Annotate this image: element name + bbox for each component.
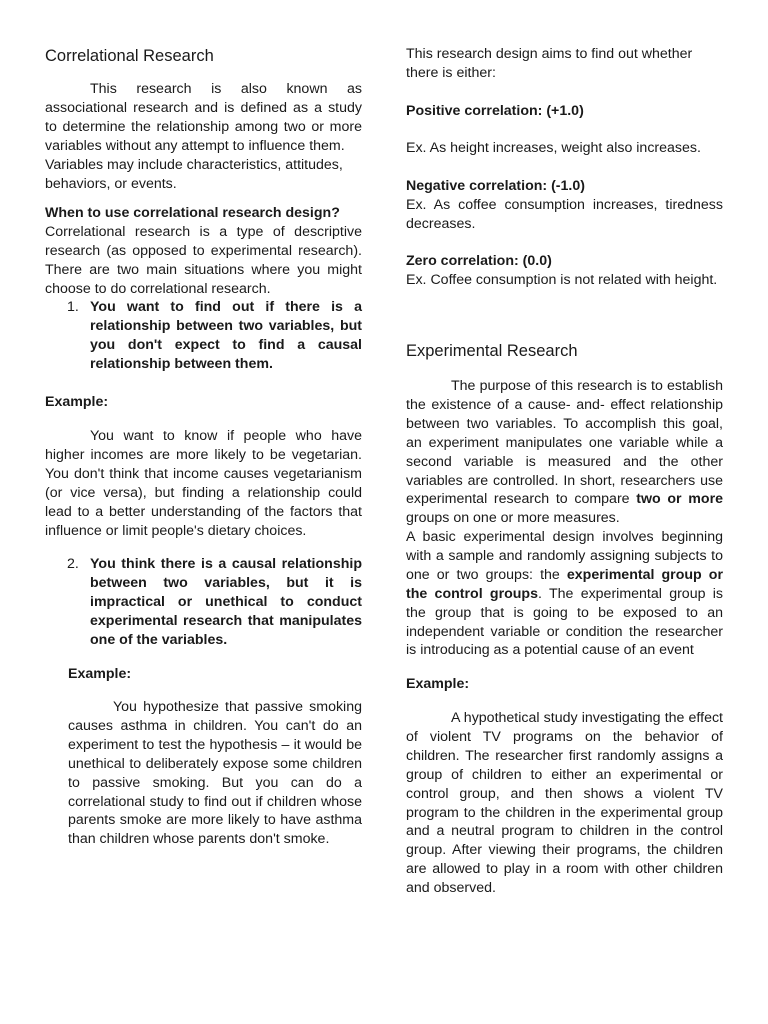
correlational-research-heading: Correlational Research bbox=[45, 47, 214, 65]
when-to-use-heading: When to use correlational research design? bbox=[45, 205, 340, 221]
intro-paragraph: This research is also known as associational research and is defined as a study to determine the relationship among two or more variables without any attempt to influence them. bbox=[45, 81, 362, 154]
example-2-label: Example: bbox=[68, 666, 132, 682]
zero-correlation-example: Ex. Coffee consumption is not related with height. bbox=[406, 272, 718, 288]
design-text-a: A basic experimental design involves beginning with a sample and randomly assigning subjects to one or two groups: the bbox=[406, 529, 723, 583]
example-1-text: You want to know if people who have higher incomes are more likely to be vegetarian. You don't think that income causes vegetarianism (or vice versa), but finding a relationship could lead to a better understanding of the factors that influence or limit people's dietary choices. bbox=[45, 428, 362, 539]
negative-correlation-example: Ex. As coffee consumption increases, tiredness decreases. bbox=[406, 197, 723, 232]
purpose-text-a: The purpose of this research is to establish the existence of a cause- and- effect relationship between two variables. To accomplish this goal, an experiment manipulates one variable while a second variable is measured and the other variables are controlled. In short, researchers use experimental research to compare bbox=[406, 378, 723, 508]
positive-correlation-heading: Positive correlation: (+1.0) bbox=[406, 103, 584, 119]
experimental-example-text: A hypothetical study investigating the effect of violent TV programs on the behavior of children. The researcher first randomly assigns a group of children to either an experimental or control group, and then shows a violent TV program to the children in the experimental group and a neutral program to children in the control group. After viewing their programs, the children are allowed to play in a room with other children and observed. bbox=[406, 710, 723, 897]
experimental-purpose-paragraph bbox=[406, 377, 723, 528]
list-number-1: 1. bbox=[67, 299, 79, 315]
experimental-example-label: Example: bbox=[406, 676, 470, 692]
zero-correlation-heading: Zero correlation: (0.0) bbox=[406, 253, 552, 269]
list-item-1 bbox=[67, 298, 362, 374]
when-to-use-paragraph: Correlational research is a type of descriptive research (as opposed to experimental research). There are two main situations where you might choose to do correlational research. bbox=[45, 224, 362, 297]
design-text-bold: experimental group or the control groups bbox=[406, 566, 723, 602]
example-1-label: Example: bbox=[45, 394, 109, 410]
list-number-2: 2. bbox=[67, 556, 79, 572]
negative-correlation-heading: Negative correlation: (-1.0) bbox=[406, 178, 585, 194]
experimental-research-heading: Experimental Research bbox=[406, 342, 578, 360]
purpose-text-c: groups on one or more measures. bbox=[406, 510, 620, 527]
aim-paragraph: This research design aims to find out whether there is either: bbox=[406, 46, 693, 81]
list-item-2-text: You think there is a causal relationship between two variables, but it is impractical or unethical to conduct experimental research that manipulates one of the variables. bbox=[90, 556, 362, 648]
example-2-text: You hypothesize that passive smoking causes asthma in children. You can't do an experiment to test the hypothesis – it would be unethical to deliberately expose some children to passive smoking. But you can do a correlational study to find out if children whose parents smoke are more likely to have asthma than children whose parents don't smoke. bbox=[68, 699, 362, 848]
list-item-2 bbox=[67, 555, 362, 650]
variables-paragraph: Variables may include characteristics, attitudes, behaviors, or events. bbox=[45, 157, 343, 192]
positive-correlation-example: Ex. As height increases, weight also increases. bbox=[406, 140, 701, 156]
list-item-1-text: You want to find out if there is a relationship between two variables, but you don't expect to find a causal relationship between them. bbox=[90, 299, 362, 372]
experimental-design-paragraph bbox=[406, 528, 723, 660]
design-text-c: . The experimental group is the group that is going to be exposed to an independent variable or condition the researcher is introducing as a potential cause of an event bbox=[406, 585, 723, 659]
purpose-text-bold: two or more bbox=[636, 491, 723, 508]
